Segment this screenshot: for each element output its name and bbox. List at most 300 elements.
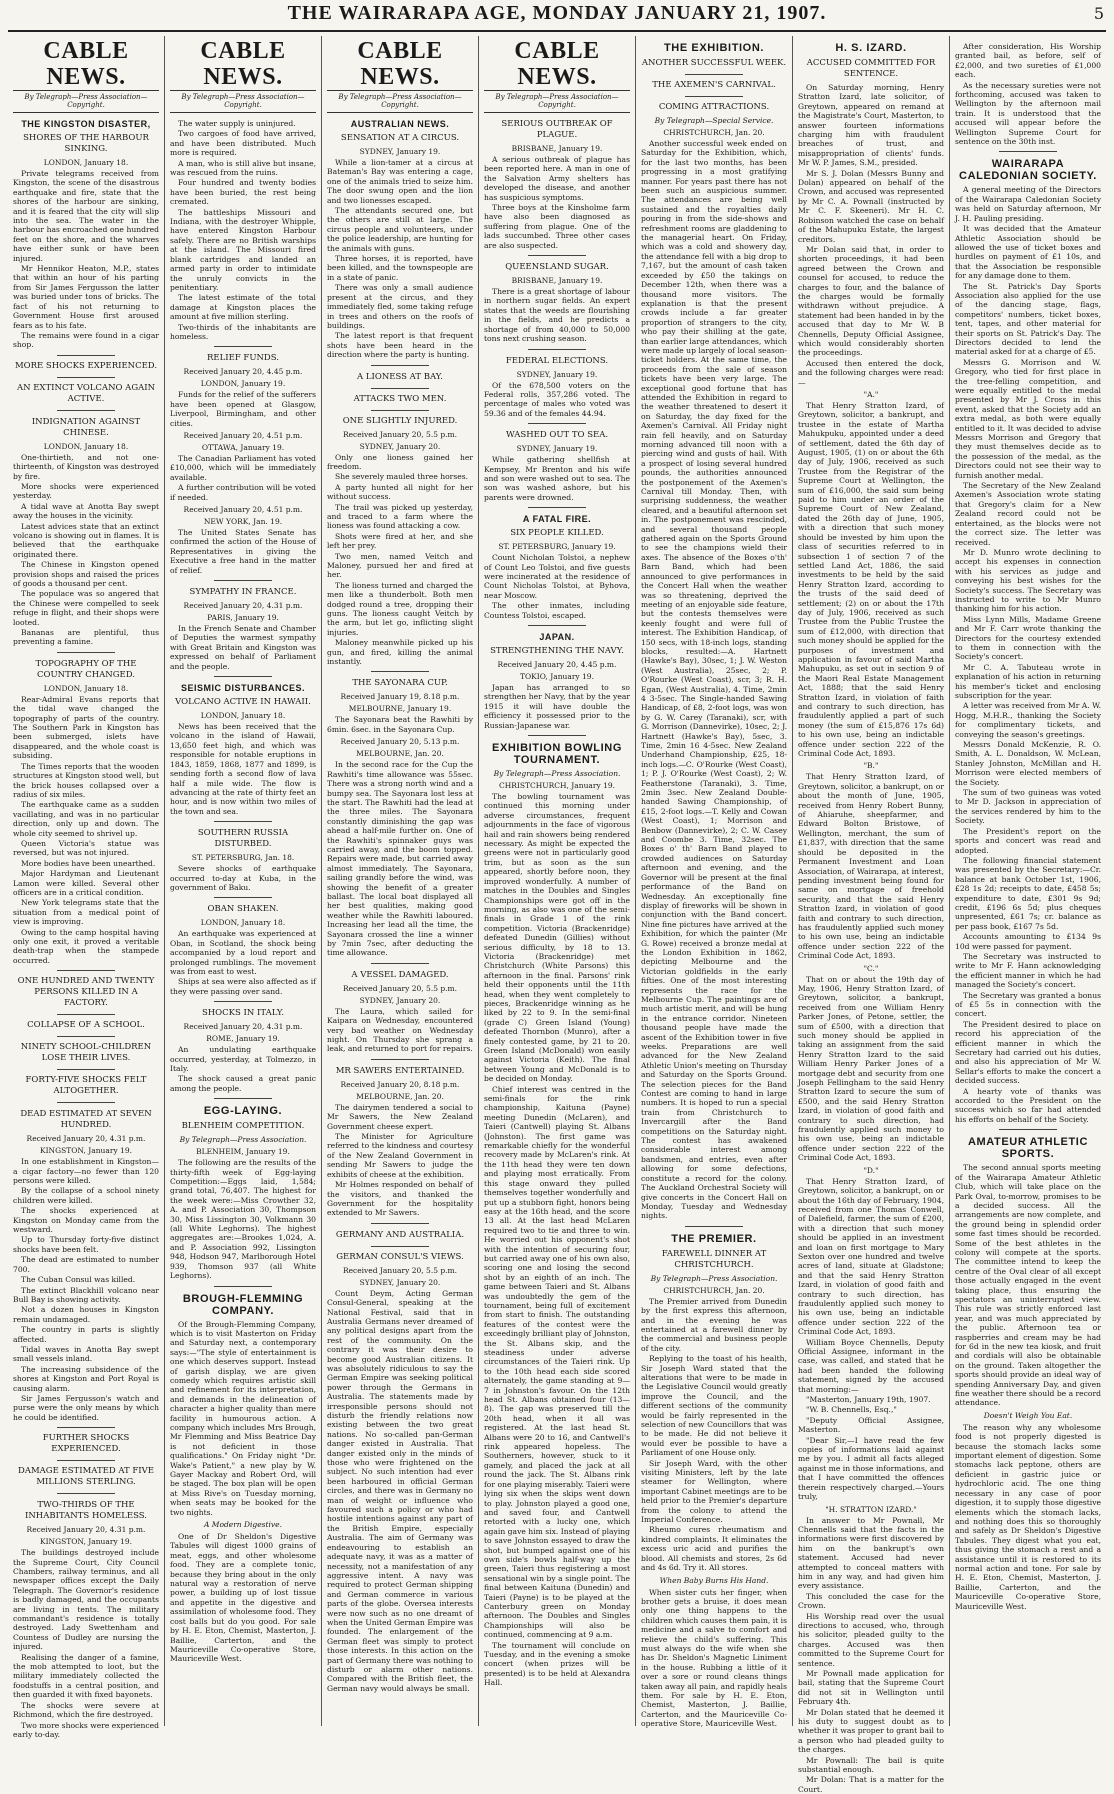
dateline: SYDNEY, January 20. [359,1277,441,1287]
paragraph: The bowling tournament was continued this morning under adverse circumstances, frequent adjournments in the face of vigorous hail and rain showers being rendered necessary. As might be expected the greens were not in particularly good trim, but as soon as the sun appeared, shortly before noon, they improved wonderfully. A number of matches in the Doubles and Singles Championships were got off in the morning, as also was one of the semi-finals in Grade 1 of the rink competition. Victoria (Brackenridge) defeated Dunedin (Gillies) without serious difficulty, by 18 to 13. Victoria (Brackenridge) met Christchurch (White Parsons) this afternoon in the final. Parsons' rink held their opponents until the 11th head, when they went completely to pieces, Brackenridge winning as he liked by 22 to 9. In the semi-final (grade C) Green Island (Young) defeated Thornbon (Munro), after a finely contested game, by 21 to 20. Green Island (McDonald) won easily against Victoria (Keith). The final between Young and McDonald is to be decided on Monday. [484,792,630,1084]
paragraph: Funds for the relief of the sufferers have been opened at Glasgow, Liverpool, Birmingham, and other cities. [170,390,316,428]
paragraph: A letter was received from Mr A. W. Hogg, M.H.R., thanking the Society for complimentary tickets, and conveying the season's greetings. [955,701,1101,739]
dateline: MELBOURNE, Jan. 20. [356,749,444,759]
paragraph: Mr C. A. Tabuteau wrote in explanation of his action in returning his member's ticket and enclosing subscription for the year. [955,662,1101,700]
paragraph: That Henry Stratton Izard, of Greytown, solicitor, a bankrupt, on or about the month of June, 1905, received from Henry Robert Bunny, of Ahiaruhe, sheepfarmer, and Edward Bolton Bristowe, of Wellington, merchant, the sum of £1,837, with direction that the same should be deposited in the Permanent Investment and Loan Association, of Wairarapa, at interest, pending investment being found for same on mortgage of freehold security, and that the said Henry Stratton Izard, in violation of good faith and contrary to such direction, has fraudulently applied such money to his own use, being an indictable offence under section 222 of the Criminal Code Act, 1893. [798,772,944,961]
article-homeless [13,1500,159,1739]
subheadline: COLLAPSE OF A SCHOOL. [27,1020,145,1031]
divider [57,355,115,356]
dateline: MELBOURNE, Jan. 20. [356,1091,444,1101]
paragraph: The remains were found in a cigar shop. [13,330,159,350]
dateline: LONDON, January 18. [43,158,129,167]
advert-text: Rheumo cures rheumatism and kindred complaints. It eliminates the excess uric acid and purifies the blood. All chemists and stores, 2s 6d and 4s 6d. Try it. All stores. [641,1525,787,1573]
paragraph: The extinct Blackhill volcano near Bull Bay is showing activity. [13,1285,159,1304]
paragraph: A general meeting of the Directors of the Wairarapa Caledonian Society was held on Saturday afternoon, Mr J. H. Pauling presiding. [955,185,1101,223]
divider [57,1493,115,1494]
subheadline: WASHED OUT TO SEA. [505,430,609,441]
received-time: Received January 20, 4.45 p.m. [497,660,617,669]
headline: JAPAN. [539,632,575,642]
paragraph: By the collapse of a school ninety children were killed. [13,1186,159,1205]
paragraph: The second annual sports meeting of the Wairarapa Amateur Athletic Club, which will take place on the Park Oval, to-morrow, promises to be a decided success. All the arrangements are now complete, and the ground being in splendid order some fast times should be recorded. Some of the best athletes in the colony will compete at the sports. The committee intend to keep the centre of the Oval clear of all except those actually engaged in the event taking place, thus ensuring the spectators an uninterrupted view. This rule was strictly enforced last year, and was much appreciated by the public. Afternoon tea or raspberries and cream may be had for 6d in the new tea kiosk, and fruit and cordials will also be obtainable on the ground. Taken altogether the sports should provide an ideal way of spending Anniversary Day, and given fine weather there should be a record attendance. [955,1163,1101,1408]
paragraph: Mr Hennikor Heaton, M.P., states that within an hour of his parting from Sir James Fergusson the latter was buried under tons of bricks. The fact of his not returning to Government House first aroused fears as to his fate. [13,264,159,330]
dateline: LONDON, January 18. [200,918,286,928]
paragraph: There is a great shortage of labour in northern sugar fields. An expert states that the weeds are flourishing in the fields, and he predicts a shortage of from 40,000 to 50,000 tons next crushing season. [484,287,630,344]
paragraph: Mr D. Munro wrote declining to accept his expenses in connection with his services as judge and conveying his best wishes for the Society's success. The Secretary was instructed to write to Mr Munro thanking him for his action. [955,547,1101,614]
article-sayonara-cup [327,678,473,957]
paragraph: That on or about the 19th day of May, 1906, Henry Stratton Izard, of Greytown, solicitor, a bankrupt, received from one William Henry Parker Jones, of Petone, settler, the sum of £500, with a direction that such money should be applied in taking an assignment from the said Henry Stratton Izard to the said William Henry Parker Jones of a mortgage debt and security from one Joseph Fellingham to the said Henry Stratton Izard to secure the sum of £500, and the said Henry Stratton Izard, in violation of good faith and contrary to such direction, had fraudulently applied such money to his own use, being an indictable offence under section 222 of the Criminal Code Act, 1893. [798,974,944,1163]
received-time: Received January 20, 4.31 p.m. [26,1134,146,1144]
subheadline: STRENGTHENING THE NAVY. [490,646,624,656]
paragraph: A hearty vote of thanks was accorded to the President on the success which so far had attended his efforts on behalf of the Society. [955,1086,1101,1124]
dateline: LONDON, January 19. [200,379,286,389]
divider [999,151,1057,152]
dateline: PARIS, January 19. [207,613,279,623]
byline: By Telegraph—Press Association. [179,1135,307,1145]
charge-label: "D." [863,1165,879,1175]
article-sawers [327,1066,473,1218]
divider [371,1059,429,1060]
dateline: SYDNEY, January 19. [359,147,441,156]
subheadline: FORTY-FIVE SHOCKS FELT ALTOGETHER. [25,1075,147,1097]
subheadline: SENSATION AT A CIRCUS. [340,133,460,143]
paragraph: Severe shocks of earthquake occurred to-day at Kuba, in the government of Baku. [170,864,316,892]
paragraph: In answer to Mr Pownall, Mr Chennells said that the facts in the informations were first discovered by him on the bankrupt's own statement. Accused had never attempted to conceal matters with him in any way, and had given him every assistance. [798,1515,944,1591]
subheadline: MORE SHOCKS EXPERIENCED. [14,360,158,371]
paragraph: Mr Holmes responded on behalf of the visitors, and thanked the Government for the hospitality extended to Mr Sawers. [327,1180,473,1218]
letter-signature: "H. STRATTON IZARD." [825,1504,917,1514]
divider [371,671,429,672]
headline: SEISMIC DISTURBANCES. [180,683,305,694]
paragraph: The Minister for Agriculture referred to the kindness and courtesy of the New Zealand Government in sending Mr Sawers to judge the exhibits of cheese at the exhibition. [327,1132,473,1179]
paragraph: Tidal waves in Anotta Bay swept small vessels inland. [13,1344,159,1364]
divider [214,821,272,822]
dateline: NEW YORK, Jan. 19. [203,517,283,526]
paragraph: Ships at sea were also affected as if they were passing over sand. [170,977,316,996]
paragraph: News has been received that the volcano in the island of Hawaii, 13,650 feet high, and which was responsible for notable eruptions in 1843, 1859, 1868, 1877 and 1899, is sending forth a second flow of lava half a mile wide. The flow is advancing at the rate of thirty feet an hour, and is now within two miles of the town and sea. [170,722,316,816]
subheadline: SYMPATHY IN FRANCE. [189,587,297,598]
article-fatal-fire [484,514,630,620]
divider [528,255,586,256]
paragraph: The water supply is uninjured. [178,119,296,128]
article-amateur-athletic [955,1136,1101,1611]
divider [214,1286,272,1287]
paragraph: The Canadian Parliament has voted £10,000, which will be immediately available. [170,453,316,482]
paragraph: More shocks were experienced yesterday. [13,481,159,501]
subheadline: MR SAWERS ENTERTAINED. [335,1065,465,1076]
headline: H. S. IZARD. [835,42,907,54]
divider [528,423,586,424]
article-relief-funds [170,353,316,575]
columns [8,36,1106,1794]
paragraph: A man, who is still alive but insane, was rescued from the ruins. [170,158,316,178]
subheadline: COMING ATTRACTIONS. [658,102,770,112]
paragraph: Shots were fired at her, and she left her prey. [327,531,473,551]
divider [57,1036,115,1037]
subheadline: GERMAN CONSUL'S VIEWS. [336,1251,464,1262]
paragraph: Of the 678,500 voters on the Federal rolls, 357,286 voted. The percentage of males who voted was 59.36 and of the females 44.94. [484,380,630,418]
paragraph: Private telegrams received from Kingston, the scene of the disastrous earthquake and fire, state that the shores of the harbour are sinking, and it is feared that the city will slip into the sea. The water in the harbour has encroached one hundred feet on the shore, and the wharves have either sunk or have been injured. [13,169,159,263]
headline: THE KINGSTON DISASTER, [21,119,151,129]
advert-title: Doesn't Weigh You Eat. [983,1410,1073,1420]
headline: WAIRARAPA CALEDONIAN SOCIETY. [959,158,1097,183]
subheadline: THE AXEMEN'S CARNIVAL. [652,80,776,90]
article-federal-elections [484,356,630,419]
byline: By Telegraph—Press Association—Copyright. [327,91,473,113]
subheadline: QUEENSLAND SUGAR. [505,262,609,273]
paragraph: The sum of two guineas was voted to Mr D. Jackson in appreciation of the services rendered by him to the Society. [955,788,1101,826]
advert-title: When Baby Burns His Hand. [659,1575,769,1585]
article-lioness [327,372,473,667]
paragraph: While a lion-tamer at a circus at Bateman's Bay was entering a cage, one of the animals tried to seize him. The door swung open and the lion and two lionesses escaped. [327,158,473,205]
article-egg-laying [170,1105,316,1280]
dateline: KINGSTON, January 19. [39,1146,132,1156]
dateline: BRISBANE, January 19. [511,276,603,286]
byline: By Telegraph—Press Association. [650,1273,778,1283]
article-exhibition [641,42,787,1221]
paragraph: Three boys at the Kinsholme farm have also been diagnosed as suffering from plague. One of the lads succumbed. Three other cases are also suspected. [484,203,630,250]
column-2 [165,36,322,1726]
paragraph: Sir James Fergusson's watch and purse were the only means by which he could be identified. [13,1393,159,1422]
paragraph: The following are the results of the thirty-fifth week of Egg-laying Competition:—Eggs laid, 1,584; grand total, 76,407. The highest for the week were:—Miss Crowther 32, A. and P. Association 30, Thompson 30, Miss Lissington 30, Volkmann 30 (all White Leghorns). The highest aggregates are:—Brookes 1,024, A. and P. Association 992, Lissington 948, Hodson 947, Marlborough Hotel 939, Thomson 937 (all White Leghorns). [170,1158,316,1281]
dateline: LONDON, January 18. [43,683,129,693]
received-time: Received January 20, 5.13 p.m. [340,737,460,747]
headline: AUSTRALIAN NEWS. [350,119,450,129]
dateline: MELBOURNE, January 19. [348,704,452,714]
paragraph: The latest report is that frequent shots have been heard in the direction where the party is hunting. [327,331,473,360]
article-premier [641,1233,787,1729]
dateline: CHRISTCHURCH, January 19. [498,781,616,791]
masthead [8,0,1106,32]
divider [685,1226,743,1227]
column-heading: CABLE NEWS. [170,36,316,91]
paragraph: Chief interest was centred in the semi-finals for the rink championship, Kaituna (Payne) meeting Dunedin (McLaren), and Taieri (Cantwell) playing St. Albans (Johnston). The first game was remarkable chiefly for the wonderful recovery made by McLaren's rink. At the 11th head they were ten down and playing most erratically. From this stage onward they pulled themselves together wonderfully and put up a stubborn fight, honors being easy at the 16th head, and the score 13 all. At the last head McLaren required two to tie and three to win. He worried out his opponent's shot with the intention of securing four, but carried away one of his own also, scoring one and losing the second shot by an eighth of an inch. The game between Taieri and St. Albans was undoubtedly the gem of the tournament, being full of excitement from start to finish. The outstanding features of the contest were the exceedingly brilliant play of Johnston, the St. Albans skip, and the steadiness under adverse circumstances of the Taieri rink. Up to the 10th head each side scored alternately, the game standing at 9—7 in Johnston's favour. On the 12th head St. Albans obtained four (13—8). The gap was preserved till the 20th head, when it all was registered. At the last head St. Albans were 20 to 16, and Cantwell's rink appeared hopeless. The Southerners, however, stuck to it gamely, and placed the jack at all round the jack. The St. Albans rink for one playing miserably. Taieri were lying six when the skips went down to play. Johnston played a good one, and saved four, and Cantwell retorted with a lucky one, which again gave him six. Instead of playing to save Johnston essayed to draw the shot, but bumped against one of his own side's bowls half-way up the green, Taieri thus registering a most sensational win by a single point. The final between Kaituna (Dunedin) and Taieri (Payne) is to be played at the Canterbury green on Monday afternoon. The Doubles and Singles Championships will also be continued, commencing at 9 a.m. [484,1084,630,1640]
paragraph: The Times reports that the wooden structures at Kingston stood well, but the brick houses collapsed over a radius of six miles. [13,761,159,799]
dateline: LONDON, January 18. [200,711,286,721]
subheadline: RELIEF FUNDS. [207,353,279,364]
byline: By Telegraph—Press Association—Copyright. [13,91,159,113]
article-izard [798,42,944,1794]
divider [57,1102,115,1103]
column-5 [636,36,793,1729]
paragraph: That Henry Stratton Izard, of Greytown, solicitor, a bankrupt, and trustee in the estate of Martha Mahukpuku, appointed under a deed of settlement, dated the 6th day of August, 1905, (1) on or about the 6th day of July, 1906, received as such Trustee from the Registrar of the Supreme Court at Wellington, the sum of £16,000, the said sum being paid to him under an order of the Supreme Court of New Zealand, dated the 26th day of June, 1905, with a direction that such money should be invested by him upon the class of securities referred to in subsection 1 of section 7 of the settled Land Act, 1886, the said investments to be held by the said Henry Stratton Izard, according to the trusts of the said deed of settlement; (2) on or about the 17th day of July, 1906, received as such Trustee from the Public Trustee the sum of £12,000, with direction that such money should be applied for the purposes of investment and application in favour of said Martha Mahupuku, as set out in section 9 of the Maori Real Estate Management Act, 1888; that the said Henry Stratton Izard, in violation of faith and contrary to such direction, has fraudulently applied a part of such money (the sum of £15,876 17s 6d) to his own use, being an indictable offence under section 222 of the Criminal Code Act, 1893. [798,401,944,759]
headline: THE PREMIER. [671,1232,757,1245]
divider [371,410,429,411]
column-heading: CABLE NEWS. [327,36,473,91]
paragraph: The Laura, which sailed for Kaipara on Wednesday, encountered very bad weather on Wednesday night. On Thursday she sprang a leak, and returned to port for repairs. [327,1006,473,1054]
headline: BROUGH-FLEMMING COMPANY. [182,1292,304,1317]
paragraph: The Cuban Consul was killed. [21,1275,136,1285]
dateline: SYDNEY, January 20. [359,995,441,1005]
paragraph: Mr Dolan stated that he deemed it his duty to suggest doubt as to whether it was proper to grant bail to a person who had pleaded guilty to the charges. [798,1707,944,1755]
subheadline: TWO-THIRDS OF THE INHABITANTS HOMELESS. [25,1500,147,1522]
charge-label: "B." [863,761,879,771]
divider [371,365,429,366]
divider [214,346,272,347]
dateline: BLENHEIM, January 19. [196,1147,290,1157]
letter-line: "W. B. Chennells, Esq.," [806,1405,897,1415]
received-time: Received January 20, 5.5 p.m. [342,1265,458,1275]
divider [528,735,586,736]
paragraph: In the French Senate and Chamber of Deputies the warmest sympathy with Great Britain and Kingston was expressed on behalf of Parliament and the people. [170,624,316,671]
column-7 [950,36,1106,1726]
divider [371,1246,429,1247]
subheadline: A VESSEL DAMAGED. [351,969,449,980]
subheadline: FEDERAL ELECTIONS. [505,355,609,366]
column-heading: CABLE NEWS. [484,36,630,91]
paragraph: There was only a small audience present at the circus, and they immediately fled, some taking refuge in trees and others on the roofs of buildings. [327,283,473,330]
subheadline: SIX PEOPLE KILLED. [510,528,604,539]
dateline: ROME, January 19. [206,1034,280,1044]
paragraph: The dairymen tendered a social to Mr Sawers, the New Zealand Government cheese expert. [327,1102,473,1131]
paragraph: Maloney meanwhile picked up his gun, and fired, killing the animal instantly. [327,638,473,667]
letter-line: "Masterton, January 19th, 1907. [806,1395,931,1405]
paragraph: The country in parts is slightly affected. [13,1325,159,1344]
paragraph: His Worship read over the usual directions to accused, who, through his solicitor, pleaded guilty to the charges. Accused was then committed to the Supreme Court for sentence. [798,1611,944,1668]
paragraph: The St. Patrick's Day Sports Association also applied for the use of the dancing stage, flags, competitors' numbers, ticket boxes, tent, tapes, and other material for their sports on St. Patrick's Day. The Directors decided to lend the material asked for at a charge of £5. [955,281,1101,357]
dateline: OTTAWA, January 19. [201,442,285,452]
paragraph: As the necessary sureties were not forthcoming, accused was taken to Wellington by the afternoon mail train. It is understood that the accused will appear before the Wellington Supreme Court for sentence on the 30th inst. [955,80,1101,147]
paragraph: A further contribution will be voted if needed. [170,483,316,502]
paragraph: Owing to the camp hospital having only one exit, it proved a veritable death-trap when the stampede occurred. [13,927,159,965]
paragraph: More bodies have been unearthed. [21,858,156,868]
paragraph: The shock caused a great panic among the people. [170,1074,316,1093]
paragraph: The earthquake came as a sudden vacillating, and was in no particular direction, only up and down. The whole city seemed to shrivel up. [13,800,159,838]
paragraph: Miss Lynn Mills, Madame Greene and Mr F. Carr wrote thanking the Directors for the courtesy extended to them in connection with the Society's concert. [955,614,1101,662]
headline: EXHIBITION BOWLING TOURNAMENT. [492,742,622,767]
charge-label: "A." [863,390,879,399]
divider [214,676,272,677]
advert-text: The reason why any wholesome food is not properly digested is because the stomach lacks some important element of digestion. Some stomachs lack peptone, others are deficient in gastric juice or hydrochloric acid. The one thing necessary in any case of poor digestion, it to supply those digestive elements which the stomach lacks, and nothing does this so thoroughly and safely as Dr Sheldon's Digestive Tabules. They digest what you eat, thus giving the stomach a rest and a assistance until it is restored to its normal action and tone. For sale by H. E. Eton, Chemist, Masterton, J. Baillie, Carterton, and the Mauriceville Co-operative Store, Mauriceville West. [955,1422,1101,1611]
advert-text: When sister cuts her finger, when brother gets a bruise, it does mean only one thing happens to the children which causes them pain, it is medicine and a salve to comfort and relieve the child's suffering. This must always do the wife when she has Dr. Sheldon's Magnetic Liniment in the house. Rubbing a little of it over a sore or round cleans things taken away all pain, and rapidly heals them. For sale by H. E. Eton, Chemist, Masterton, J. Baillie, Carterton, and the Mauriceville Co-operative Store, Mauriceville West. [641,1587,787,1729]
divider [57,1460,115,1461]
headline: AMATEUR ATHLETIC SPORTS. [968,1136,1088,1161]
article-kingston-disaster [13,119,159,350]
paragraph: A party hunted all night for her without success. [327,482,473,502]
article-russia [170,828,316,892]
subheadline: A LIONESS AT BAY. [357,371,443,382]
article-topography [13,659,159,965]
paragraph: Messrs G. Morrison and W. Gregory, who tied for first place in the tree-felling competition, and were equally entitled to the medal presented by Mr J. Cross in this event, asked that the Society add an extra medal, as both were equally entitled to it. It was decided to advise Messrs Morrison and Gregory that they must themselves decide as to the possession of the medal, as the Directors could not see their way to furnish another medal. [955,357,1101,480]
dateline: SYDNEY, January 19. [516,369,598,379]
dateline: ST. PETERSBURG, Jan. 18. [191,853,295,863]
article-queensland-sugar [484,262,630,343]
article-italy [170,1008,316,1093]
letter-line: "Dear Sir,—I have read the few copies of informations laid against me by you. I admit all facts alleged against me in those informations, and that I have committed the offences therein respectively charged.—Yours truly, [798,1435,944,1502]
paragraph: Only one lioness gained her freedom. [327,452,473,471]
paragraph: That Henry Stratton Izard, of Greytown, solicitor, a bankrupt, on or about the 16th day of February, 1904, received from one Thomas Conwell, of Dalefield, farmer, the sum of £200, with a direction that such money should be applied in an investment and loan on first mortgage to Mary Sexton over one hundred and twelve acres of land, situate at Gladstone; and that the said Henry Stratton Izard, in violation of good faith and contrary to such direction, has fraudulently applied such money to his own use, being an indictable offence under section 222 of the Criminal Code Act, 1893. [798,1176,944,1337]
paragraph: Of the Brough-Flemming Company, which is to visit Masterton on Friday and Saturday next, a contemporary says:—"The style of entertainment is one which deserves support. Instead of garish display, we are given comedy which requires artistic skill and refinement for its interpretation, and demands in the delineation of character a higher quality than mere facility in humourous action. A company which includes Mrs Brough, Mr Flemming and Miss Beatrice Day is not deficient in those qualifications." On Friday night "Dr. Wake's Patient," a new play by W. Gayer Mackay and Robert Ord, will be staged. The box plan will be open at Miss Rive's on Tuesday morning, when seats may be booked for the two nights. [170,1319,316,1517]
paragraph: In one establishment in Kingston—a cigar factory—no fewer than 120 persons were killed. [13,1157,159,1186]
divider [57,1014,115,1015]
dateline: CHRISTCHURCH, Jan. 20. [663,128,765,137]
newspaper-title: THE WAIRARAPA AGE, MONDAY JANUARY 21, 1907. [287,2,827,24]
paragraph: The Secretary of the New Zealand Axemen's Association wrote stating that Gregory's claim for a New Zealand record could not be entertained, as the blocks were not the correct size. The letter was received. [955,481,1101,547]
received-time: Received January 20, 8.18 p.m. [340,1079,460,1089]
paragraph: The President desired to place on record his appreciation of the efficient manner in which the Secretary had carried out his duties, and also his appreciation of Mr W. Sellar's efforts to make the concert a decided success. [955,1019,1101,1086]
paragraph: Realising the danger of a famine, the mob attempted to loot, but the military immediately collected the foodstuffs in a central position, and then guarded it with fixed bayonets. [13,1652,159,1700]
subheadline: ATTACKS TWO MEN. [353,393,447,404]
article-germany-australia [327,1230,473,1693]
received-time: Received January 20, 4.31 p.m. [183,1022,303,1032]
subheadline: AN EXTINCT VOLCANO AGAIN ACTIVE. [16,382,156,404]
byline: By Telegraph—Press Association—Copyright. [170,91,316,113]
article-plague [484,119,630,250]
subheadline: ANOTHER SUCCESSFUL WEEK. [641,58,787,68]
paragraph: Count Nicholan Tolstoi, a nephew of Count Leo Tolstoi, and five guests were incinerated at the residence of Count Nicholas Tolstoi, at Byhova, near Moscow. [484,553,630,600]
subheadline: SHOCKS IN ITALY. [201,1008,285,1019]
advert-text: One of Dr Sheldon's Digestive Tabules will digest 1000 grains of meat, eggs, and other wholesome food. They are a complete tonic, because they bring about in the only natural way a restoration of nerve power, a building up of lost tissue and appetite in the digestive and assimilation of wholesome food. They cost balls but do you good. For sale by H. E. Eton, Chemist, Masterton, J. Baillie, Carterton, and the Mauriceville Co-operative Store, Mauriceville West. [170,1532,316,1664]
divider [685,74,743,75]
subheadline: TOPOGRAPHY OF THE COUNTRY CHANGED. [35,658,137,680]
received-time: Received January 20, 4.31 p.m. [183,601,303,611]
paragraph: The trail was picked up yesterday, and traced to a farm where the lioness was found attacking a cow. [327,502,473,531]
paragraph: The shocks experienced at Kingston on Monday came from the westward. [13,1206,159,1235]
article-australian-news [327,119,473,360]
divider [214,580,272,581]
dateline: SYDNEY, January 19. [516,444,598,454]
subheadline: DEAD ESTIMATED AT SEVEN HUNDRED. [20,1109,152,1131]
dateline: TOKIO, January 19. [520,672,594,681]
subheadline: ACCUSED COMMITTED FOR SENTENCE. [806,58,936,79]
received-time: Received January 20, 4.51 p.m. [183,505,303,514]
divider [685,96,743,97]
dateline: CHRISTCHURCH, Jan. 20. [663,1285,765,1295]
byline: By Telegraph—Press Association—Copyright. [484,91,630,113]
paragraph: Rear-Admiral Evans reports that the tidal wave changed the topography of parts of the country. The Southern Park in Kingston has been submerged, islets have disappeared, and the whole coast is subsiding. [13,694,159,761]
paragraph: Queen Victoria's statue was reversed, but was not injured. [13,838,159,858]
column-4 [479,36,636,1726]
paragraph: The Chinese in Kingston opened provision shops and raised the prices of goods a thousand per cent. [13,560,159,588]
charge-label: "C." [863,963,879,973]
paragraph: The Secretary was granted a bonus of £5 5s in connection with the concert. [955,990,1101,1019]
paragraph: An undulating earthquake occurred, yesterday, at Tolmezzo, in Italy. [170,1045,316,1073]
paragraph: Three horses, it is reported, have been killed, and the townspeople are in a state of panic. [327,254,473,282]
article-oban [170,904,316,996]
subheadline: NINETY SCHOOL-CHILDREN LOSE THEIR LIVES. [20,1042,152,1064]
headline: THE EXHIBITION. [663,42,765,54]
paragraph: Two-thirds of the inhabitants are homeless. [170,322,316,341]
paragraph: Up to Thursday forty-five distinct shocks have been felt. [13,1235,159,1254]
paragraph: Bananas are plentiful, thus preventing a famine. [13,628,159,647]
paragraph: Count Deym, Acting German Consul-General, speaking at the National Festival, said that in Australia Germans never dreamed of any political designs apart from the rest of the community. On the contrary it was their desire to become good Australian citizens. It was absolutely ridiculous to say the German Empire was seeking political power through the Germans in Australia. The statements made by irresponsible persons should not disturb the friendly relations now existing between the two great nations. No so-called pan-German danger existed in Australia. That danger existed only in the minds of those who were frightened on the subject. No such intention had ever been harboured in official German circles, and there was in Germany no man of weight or influence who favoured such a policy or who had hostile intentions against any part of the British Empire, especially Australia. The aim of Germany was endeavouring to establish an adequate navy, it was as a matter of necessity, not a manifestation of any aggressive intent. A navy was required to protect German shipping and German commerce in various parts of the globe. Oversea interests were now such as no one dreamt of when the United German Empire was founded. The enlargement of the German fleet was simply to protect those interests. In this action on the part of Germany there was nothing to disturb or alarm other nations. Compared with the British fleet, the German navy would always be small. [327,1288,473,1693]
paragraph: This concluded the case for the Crown. [798,1591,944,1611]
paragraph: The following financial statement was presented by the Secretary:—Cr. balance at bank October 1st, 1906, £28 1s 2d; receipts to date, £458 5s; expenditure to date, £301 9s 9d; credit, £196 6s 5d; plus cheques unpresented, £61 7s; cr. balance as per pass book, £167 7s 5d. [955,855,1101,931]
paragraph: Mr Pownall made application for bail, stating that the Supreme Court did not sit in Wellington until February 4th. [798,1669,944,1707]
paragraph: Accused then entered the dock, and the following charges were read:— [798,358,944,387]
advert-title: A Modern Digestive. [203,1520,282,1530]
article-vessel-damaged [327,970,473,1054]
divider [57,652,115,653]
paragraph: Sir Joseph Ward, with the other visiting Ministers, left by the late steamer for Wellington, where important Cabinet meetings are to be held prior to the Premier's departure from the colony to attend the Imperial Conference. [641,1458,787,1525]
received-time: Received January 19, 8.18 p.m. [340,692,460,702]
paragraph: A tidal wave at Anotta Bay swept away the houses in the vicinity. [13,501,159,521]
paragraph: It was decided that the Amateur Athletic Association should be allowed the use of ticket boxes and hurdles on payment of £1 10s, and that the Association be responsible for any damage done to them. [955,224,1101,281]
subheadline: THE SAYONARA CUP. [352,678,448,689]
paragraph: The battleships Missouri and Indiana, with the destroyer Whipple, have entered Kingston Harbour safely. There are no British warships at the island. The Missouri fired blank cartridges and landed an armed party in order to intimidate the unruly convicts in the penitentiary. [170,207,316,292]
article-dead-estimated [13,1109,159,1422]
article-bowling-tournament [484,742,630,1688]
paragraph: The populace was so angered that the Chinese were compelled to seek refuge in flight, and their shops were looted. [13,589,159,627]
paragraph: The Premier arrived from Dunedin by the first express this afternoon, and in the evening he was entertained at a farewell dinner by the commercial and business people of the city. [641,1296,787,1353]
article-indignation [13,417,159,647]
paragraph: The shocks were severe at Richmond, which the fire destroyed. [13,1700,159,1720]
divider [528,625,586,626]
paragraph: Replying to the toast of his health, Sir Joseph Ward stated that the alterations that were to be made in the Legislative Council would greatly improve the Council, and the different sections of the community would be fairly represented in the selection of new Councillors that was to be made. He did not believe it would ever be possible to have a Parliament of one House only. [641,1354,787,1458]
byline: By Telegraph—Special Service. [654,116,774,125]
column-6 [793,36,950,1794]
divider [371,1223,429,1224]
article-seismic [170,683,316,816]
subheadline: SHORES OF THE HARBOUR SINKING. [23,133,149,154]
letter-line: "Deputy Official Assignee, Masterton. [798,1415,944,1435]
paragraph: The attendants secured one, but the others are still at large. The circus people and volunteers, under the police leadership, are hunting for the animals with guns. [327,206,473,253]
page-number: 5 [1093,4,1104,23]
divider [214,897,272,898]
column-3 [322,36,479,1726]
subheadline: VOLCANO ACTIVE IN HAWAII. [175,697,311,708]
article-sympathy-france [170,587,316,671]
divider [57,410,115,411]
paragraph: The United States Senate has confirmed the action of the House of Representatives in giving the Executive a free hand in the matter of relief. [170,528,316,575]
subheadline: GERMANY AND AUSTRALIA. [335,1229,465,1240]
paragraph: A serious outbreak of plague has been reported here. A man in one of the Salvation Army shelters has developed the disease, and another has suspicious symptoms. [484,155,630,202]
dateline: KINGSTON, January 19. [39,1537,132,1547]
article-japan [484,632,630,730]
paragraph: An earthquake was experienced at Oban, in Scotland, the shock being accompanied by a loud report and prolonged rumblings. The movement was from east to west. [170,929,316,976]
subheadline: FURTHER SHOCKS EXPERIENCED. [42,1433,130,1455]
subheadline: DAMAGE ESTIMATED AT FIVE MILLIONS STERLING. [18,1466,154,1488]
paragraph: The latest estimate of the total damage at Kingston places the amount at five million sterling. [170,293,316,322]
paragraph: In the second race for the Cup the Rawhiti's time allowance was 55sec. There was a strong north wind and a bumpy sea. The Sayonara lost less at the start. The Rawhiti had the lead at the three miles. The Sayonara constantly diminishing the gap was ahead a half-mile further on. One of the Rawhiti's spinnaker guys was carried away, and the boom topped. Repairs were made, but carried away almost immediately. The Sayonara, sailing grandly before the wind, was showing the benefit of a greater ballast. The local boat displayed all her best qualities, making good weather while the Rawhiti laboured. Increasing her lead all the time, the Sayonara crossed the line a winner by 7min 7sec, after deducting the time allowance. [327,760,473,958]
received-time: Received January 20, 5.5 p.m. [342,983,458,993]
divider [57,1427,115,1428]
subheadline: SERIOUS OUTBREAK OF PLAGUE. [501,119,613,140]
divider [214,1098,272,1099]
article-brough-flemming [170,1293,316,1664]
subheadline: FAREWELL DINNER AT CHRISTCHURCH. [661,1248,767,1270]
column-1 [8,36,165,1739]
paragraph: The President's report on the sports and concert was read and adopted. [955,826,1101,855]
paragraph: New York telegrams state that the situation from a medical point of view is improving. [13,898,159,927]
paragraph: William Boyce Chennells, Deputy Official Assignee, informant in the case, was called, and stated that he had been handed the following statement, signed by the accused that morning:— [798,1337,944,1394]
paragraph: Two men, named Veitch and Maloney, pursued her and fired at her. [327,551,473,580]
divider [999,1129,1057,1130]
paragraph: Accounts amounting to £134 9s 10d were passed for payment. [955,932,1101,951]
paragraph: The dead are estimated to number 700. [13,1255,159,1274]
divider [57,377,115,378]
column-heading: CABLE NEWS. [13,36,159,91]
subheadline: ONE HUNDRED AND TWENTY PERSONS KILLED IN A FACTORY. [17,976,155,1009]
paragraph: The lioness turned and charged the men like a thunderbolt. Both men dodged round a tree, dropping their guns. The lioness caught Veitch by the arm, but let go, inflicting slight injuries. [327,580,473,637]
paragraph: Four hundred and twenty bodies have been buried, the rest being cremated. [170,178,316,207]
article-caledonian-society [955,158,1101,1124]
dateline: BRISBANE, January 19. [511,144,603,153]
paragraph: Japan has arranged to so strengthen her Navy, that by the year 1915 it will have double the efficiency it possessed prior to the Russian-Japanese war. [484,683,630,730]
paragraph: The tournament will conclude on Tuesday, and in the evening a smoke concert (when prizes will be presented) is to be held at Alexandra Hall. [484,1640,630,1688]
received-time: Received January 20, 5.5 p.m. [342,429,458,439]
paragraph: Latest advices state that an extinct volcano is showing out in flames. It is believed that the earthquake originated there. [13,521,159,559]
divider [57,1069,115,1070]
received-time: Received January 20, 4.31 p.m. [26,1525,146,1535]
paragraph: Another successful week ended on Saturday for the Exhibition, which, for the last two months, has been progressing in a most gratifying manner. For years past there has not been such an auspicious summer. The attendances are being well sustained and the royalties daily pouring in from the side-shows and refreshment rooms are gladdening to the managerial heart. On Friday, which was a cold and showery day, the attendance fell with a big drop to 7,167, but the amount of cash taken exceeded by £50 the takings on December 12th, when there was a thousand more visitors. The explanation is that the present crowds include a far greater proportion of strangers to the city, who pay their shilling at the gate, than earlier large attendances, which were made up largely of local season-ticket holders. At the same time, the proceeds from the sale of season tickets have been very large. The exceptional good fortune that has attended the Exhibition in regard to the weather threatened to desert it on Saturday, the day fixed for the Axemen's Carnival. All Friday night rain fell heavily, and on Saturday morning advanced till noon with a piercing wind and gusts of hail. With a prospect of losing several hundred pounds, the authorities announced the postponement of the Axemen's Carnival till Monday. Then, with surprising suddenness, the weather cleared, and a beautiful afternoon set in. The postponement was rescinded, and several thousand people gathered again on the Sports Ground to see the champions wield their axes. The absence of the Boxes o'th' Barn Band, which had been announced to give performances in the Concert Hall when the weather was so threatening, deprived the meeting of an enjoyable side feature, but the contests themselves were keenly fought and were full of interest. The Exhibition Handicap, of 150 secs, with 18-inch logs, standing blocks, resulted:—A. Hartnett (Hawke's Bay), 30sec, 1; J. W. Weston (West Australia), 25sec, 2; P. O'Rourke (West Coast), scr, 3; R. H. Egan, (West Australia), 4. Time, 2min 4 3-5sec. The Single-handed Sawing Handicap, of £8, 2-foot logs, was won by G. W. Carey (Taranaki), scr, with G. Morrison (Dannevirke), 10sec, 2; J. Hartnett (Hawke's Bay), 5sec, 3. Time, 2min 16 4-5sec. New Zealand Underhand Championship, £25, 18-inch logs.—C. O'Rourke (West Coast), 1; P. J. O'Rourke (West Coast), 2; W. Featherstone (Taranaki), 3. Time, 2min 3sec. New Zealand Double-handed Sawing Championship, of £15, 2-foot logs.—T. Kelly and Cowan (West Coast), 1; Morrison and Benbow (Dannevirke), 2; C. W. Casey and Coombe 3. Time, 32sec. The Boxes o' th' Barn Band played to crowded audiences on Saturday afternoon and evening, and the Governor will be present at the final performance of the Band on Wednesday. An exceptionally fine display of fireworks will be shown in conjunction with the Band concert. Nine fine pictures have arrived at the Exhibition, for which the painter (Mr G. Rowe) received a bronze medal at the London Exhibition in 1862, depicting Melbourne and the Victorian goldfields in the early fifties. One of the most interesting represents the race for the Melbourne Cup. The paintings are of much artistic merit, and will be hung in the entrance corridor. Nineteen thousand people have made the ascent of the Exhibition tower in five weeks. Preparations are well advanced for the New Zealand Athletic Union's meeting on Thursday and Saturday on the Sports Ground. The selection pieces for the Band Contest are coming to hand in large numbers. It is hoped to run a special train from Christchurch to Invercargill after the Band competitions on the Saturday night. The contest has awakened considerable interest among bandsmen, and entries, even after allowing for some defections, constitute a record for the colony. The Auckland Orchestral Society will give concerts in the Concert Hall on Monday, Tuesday and Wednesday nights. [641,139,787,1221]
dateline: ST. PETERSBURG, January 19. [498,542,616,552]
subheadline: SOUTHERN RUSSIA DISTURBED. [197,828,289,850]
paragraph: Mr Dolan said that, in order to shorten proceedings, it had been agreed between the Crown and counsel for accused, to reduce the charges to four, and the balance of the charges would be formally withdrawn without prejudice. A statement had been handed in by the accused that day to Mr W. B Chennells, Deputy Official Assignee, which would considerably shorten the proceedings. [798,244,944,358]
paragraph: The other inmates, including Countess Tolstoi, escaped. [484,601,630,620]
paragraph: After consideration, His Worship granted bail, as before, self of £2,000, and two sureties of £1,000 each. [955,42,1101,80]
paragraph: The buildings destroyed include the Supreme Court, City Council Chambers, railway terminus, and all newspaper offices except the Daily Telegraph. The Governor's residence is badly damaged, and the occupants are living in tents. The military commandant's residence is totally destroyed. Lady Swettenham and Countess of Dudley are nursing the injured. [13,1548,159,1652]
paragraph: The Sayonara beat the Rawhiti by 6min. 6sec. in the Sayonara Cup. [327,715,473,734]
